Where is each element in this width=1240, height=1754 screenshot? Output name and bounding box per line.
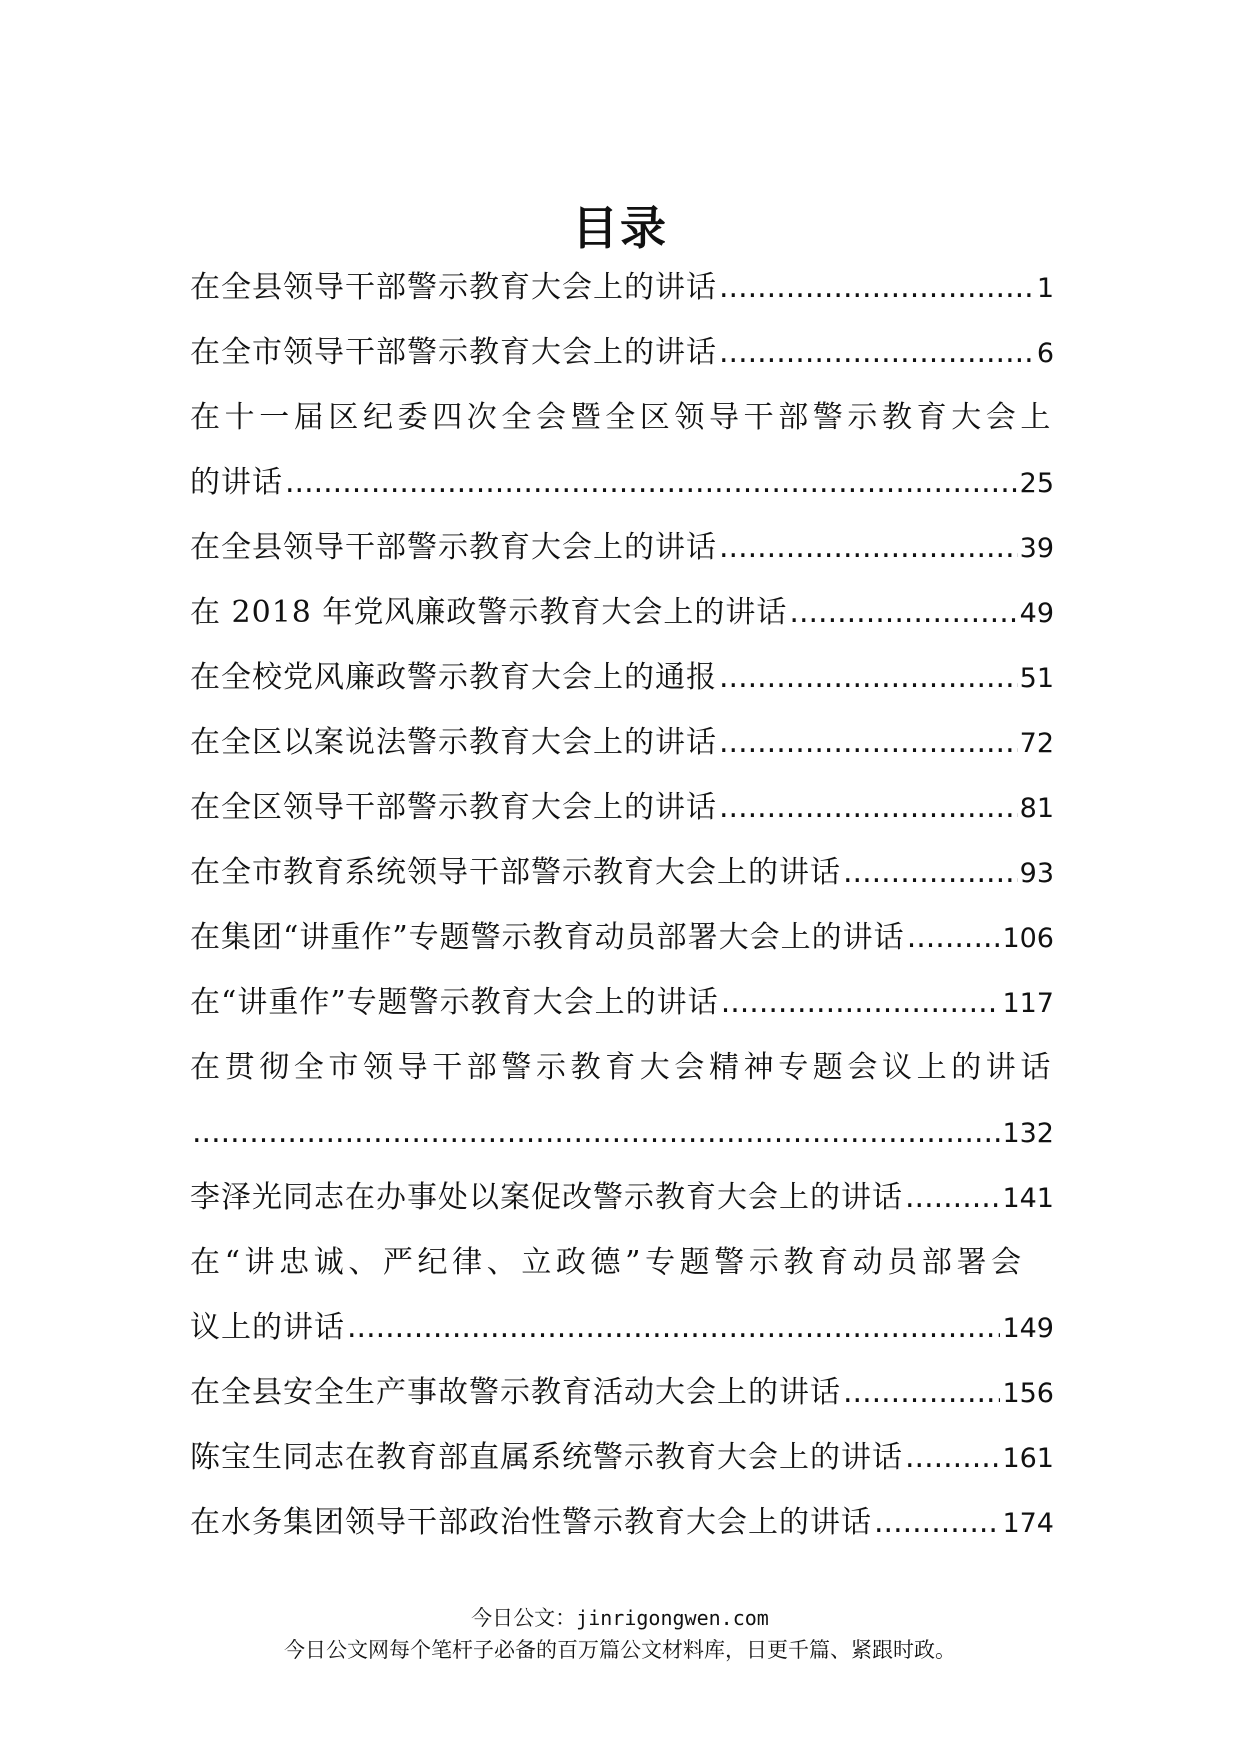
toc-entry-page: 156 <box>1002 1378 1054 1409</box>
toc-entry-title: 陈宝生同志在教育部直属系统警示教育大会上的讲话 <box>190 1440 903 1475</box>
toc-entry-page: 6 <box>1036 338 1054 369</box>
toc-entry-title: 在全县领导干部警示教育大会上的讲话 <box>190 530 717 565</box>
toc-leader-dots <box>719 710 1018 775</box>
toc-entry[interactable] <box>190 645 1054 710</box>
footer-site-label: 今日公文： <box>471 1606 577 1630</box>
toc-leader-dots <box>905 1425 1000 1490</box>
toc-entry-title: 在全县领导干部警示教育大会上的讲话 <box>190 270 717 305</box>
toc-entry[interactable] <box>190 1425 1054 1490</box>
footer-site-url[interactable]: jinrigongwen.com <box>576 1606 769 1630</box>
toc-entry-page: 174 <box>1002 1508 1054 1539</box>
toc-entry[interactable] <box>190 1295 1054 1360</box>
toc-entry-title: 议上的讲话 <box>190 1310 345 1345</box>
toc-entry[interactable] <box>190 970 1054 1035</box>
toc-entry-title: 在集团“讲重作”专题警示教育动员部署大会上的讲话 <box>190 920 905 955</box>
toc-entry-page: 81 <box>1019 793 1054 824</box>
toc-leader-dots <box>719 775 1018 840</box>
toc-entry-page: 132 <box>1002 1118 1054 1149</box>
toc-leader-dots <box>721 970 1001 1035</box>
toc-leader-dots <box>347 1295 1000 1360</box>
toc-entry-page: 49 <box>1019 598 1054 629</box>
toc-leader-dots <box>843 1360 1000 1425</box>
toc-entry-page: 117 <box>1002 988 1054 1019</box>
toc-entry[interactable] <box>190 450 1054 515</box>
toc-entry[interactable] <box>190 515 1054 580</box>
toc-entry[interactable] <box>190 255 1054 320</box>
toc-entry-page: 149 <box>1002 1313 1054 1344</box>
toc-leader-dots <box>285 450 1018 515</box>
toc-entry-title: 在全市教育系统领导干部警示教育大会上的讲话 <box>190 855 841 890</box>
toc-entry-line1[interactable]: 在十一届区纪委四次全会暨全区领导干部警示教育大会上 <box>190 400 1055 435</box>
toc-entry[interactable] <box>190 710 1054 775</box>
toc-entry-page: 141 <box>1002 1183 1054 1214</box>
toc-entry-title: 李泽光同志在办事处以案促改警示教育大会上的讲话 <box>190 1180 903 1215</box>
toc-entry-page: 25 <box>1019 468 1054 499</box>
toc-entry[interactable] <box>190 840 1054 905</box>
toc-entry-title: 在“讲重作”专题警示教育大会上的讲话 <box>190 985 719 1020</box>
toc-entry-title: 在全校党风廉政警示教育大会上的通报 <box>190 660 717 695</box>
toc-entry[interactable] <box>190 1165 1054 1230</box>
toc-entry[interactable] <box>190 580 1054 645</box>
toc-entry-page: 1 <box>1036 273 1054 304</box>
toc-leader-dots <box>719 645 1018 710</box>
toc-title: 目录 <box>572 201 668 255</box>
toc-entry-title: 在全区领导干部警示教育大会上的讲话 <box>190 790 717 825</box>
toc-entry[interactable] <box>190 1360 1054 1425</box>
toc-entry[interactable] <box>190 1100 1054 1165</box>
toc-leader-dots <box>874 1490 1000 1555</box>
toc-leader-dots <box>907 905 1001 970</box>
footer-slogan: 今日公文网每个笔杆子必备的百万篇公文材料库，日更千篇、紧跟时政。 <box>284 1638 956 1662</box>
toc-entry-title: 在 2018 年党风廉政警示教育大会上的讲话 <box>190 595 788 630</box>
toc-leader-dots <box>719 515 1018 580</box>
toc-entry-page: 72 <box>1019 728 1054 759</box>
toc-entry-title: 在全市领导干部警示教育大会上的讲话 <box>190 335 717 370</box>
footer-site <box>0 1602 1240 1632</box>
toc-entry[interactable] <box>190 320 1054 385</box>
toc-entry[interactable] <box>190 775 1054 840</box>
toc-leader-dots <box>719 320 1035 385</box>
toc-entry-title: 在水务集团领导干部政治性警示教育大会上的讲话 <box>190 1505 872 1540</box>
toc-entry-page: 161 <box>1002 1443 1054 1474</box>
toc-entry-line1[interactable]: 在贯彻全市领导干部警示教育大会精神专题会议上的讲话 <box>190 1050 1055 1085</box>
toc-leader-dots <box>905 1165 1000 1230</box>
toc-entry-title: 在全区以案说法警示教育大会上的讲话 <box>190 725 717 760</box>
toc-entry-page: 106 <box>1002 923 1054 954</box>
toc-entry-page: 51 <box>1019 663 1054 694</box>
toc-entry-title: 在全县安全生产事故警示教育活动大会上的讲话 <box>190 1375 841 1410</box>
toc-leader-dots <box>719 255 1035 320</box>
toc-entry-line1[interactable]: 在“讲忠诚、严纪律、立政德”专题警示教育动员部署会 <box>190 1245 1026 1280</box>
toc-leader-dots <box>843 840 1018 905</box>
toc-entry-page: 39 <box>1019 533 1054 564</box>
toc-list <box>190 255 1054 1555</box>
toc-leader-dots <box>192 1100 1000 1165</box>
toc-entry-page: 93 <box>1019 858 1054 889</box>
toc-leader-dots <box>789 580 1017 645</box>
toc-entry-title: 的讲话 <box>190 465 283 500</box>
toc-entry[interactable] <box>190 905 1054 970</box>
toc-entry[interactable] <box>190 1490 1054 1555</box>
